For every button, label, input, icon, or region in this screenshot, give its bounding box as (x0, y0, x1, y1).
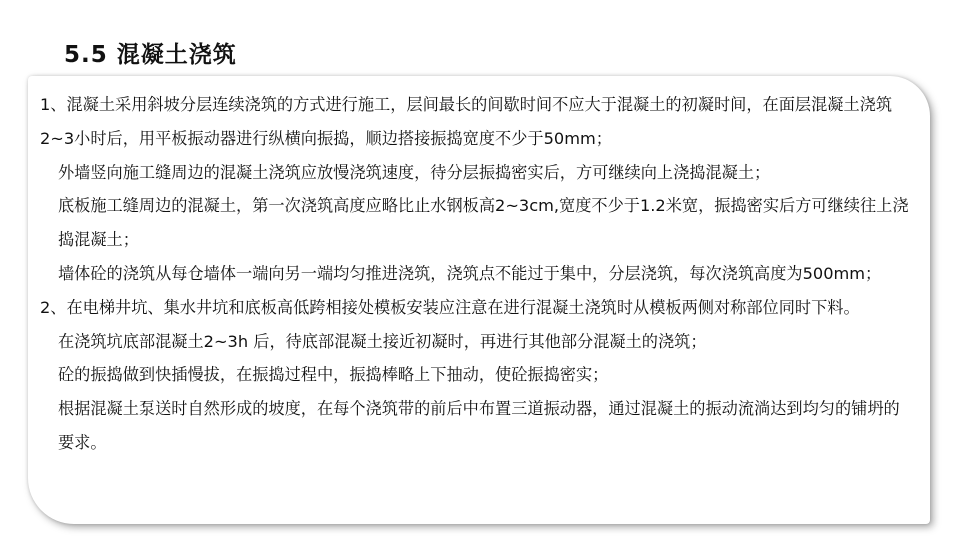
paragraph-5: 2、在电梯井坑、集水井坑和底板高低跨相接处模板安装应注意在进行混凝土浇筑时从模板两侧对称部位同时下料。 (40, 297, 860, 317)
paragraph-7: 砼的振捣做到快插慢拔，在振捣过程中，振捣棒略上下抽动，使砼振捣密实； (58, 365, 609, 385)
paragraph-2: 外墙竖向施工缝周边的混凝土浇筑应放慢浇筑速度，待分层振捣密实后，方可继续向上浇捣混凝土； (58, 162, 771, 182)
paragraph-6: 在浇筑坑底部混凝土2~3h 后，待底部混凝土接近初凝时，再进行其他部分混凝土的浇筑； (58, 331, 707, 351)
paragraph-1: 1、混凝土采用斜坡分层连续浇筑的方式进行施工，层间最长的间歇时间不应大于混凝土的初凝时间，在面层混凝土浇筑2~3小时后，用平板振动器进行纵横向振捣，顺边搭接振捣宽度不少于50mm； (40, 95, 893, 148)
paragraph-4: 墙体砼的浇筑从每仓墙体一端向另一端均匀推进浇筑，浇筑点不能过于集中，分层浇筑，每次浇筑高度为500mm； (58, 263, 882, 283)
content-body (40, 88, 914, 460)
paragraph-8: 根据混凝土泵送时自然形成的坡度，在每个浇筑带的前后中布置三道振动器，通过混凝土的振动流淌达到均匀的铺坍的要求。 (58, 399, 900, 452)
slide-title: 5.5 混凝土浇筑 (64, 42, 237, 68)
paragraph-3: 底板施工缝周边的混凝土，第一次浇筑高度应略比止水钢板高2~3cm,宽度不少于1.2米宽，振捣密实后方可继续往上浇捣混凝土； (58, 196, 909, 250)
